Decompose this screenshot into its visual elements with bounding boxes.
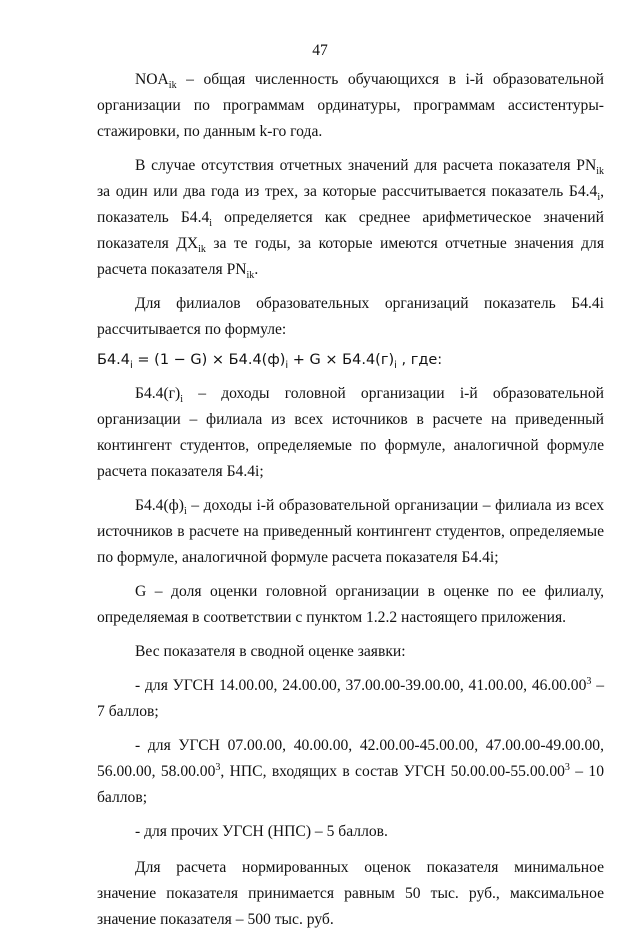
subscript: i — [183, 506, 187, 518]
subscript: ik — [596, 166, 604, 178]
document-body — [97, 67, 604, 933]
list-item-weight-5: - для прочих УГСН (НПС) – 5 баллов. — [135, 823, 388, 840]
formula-part: Б4.4 — [97, 352, 131, 368]
subscript: ik — [246, 270, 255, 282]
text-run: – доходы i-й образовательной организации – филиала из всех источников в расчете на приведенный контингент студентов, определяемые по формуле, аналогичной формуле расчета показателя Б4.4i; — [97, 497, 604, 566]
paragraph-g-share: G – доля оценки головной организации в оценке по ее филиалу, определяемая в соответствии с пунктом 1.2.2 настоящего приложения. — [97, 583, 604, 626]
paragraph-b44-branch — [97, 493, 604, 571]
paragraph-normalization: Для расчета нормированных оценок показателя минимальное значение показателя принимается равным 50 тыс. руб., максимальное значение показателя – 500 тыс. руб. — [97, 859, 604, 928]
formula-part: , где: — [396, 352, 443, 368]
text-run: , НПС, входящих в состав УГСН 50.00.00-55.00.00 — [220, 763, 565, 780]
formula-part: + G × Б4.4(г) — [288, 352, 395, 368]
formula — [97, 347, 604, 373]
text-run: – доходы головной организации i-й образовательной организации – филиала из всех источников в расчете на приведенный контингент студентов, определяемые по формуле, аналогичной формуле расчета показателя Б4.4i; — [97, 385, 604, 480]
subscript: i — [130, 359, 133, 371]
text-run: , показатель Б4.4 — [97, 183, 604, 226]
text-run: за те годы, за которые имеются отчетные значения для расчета показателя PN — [97, 235, 604, 278]
paragraph-branches: Для филиалов образовательных организаций показатель Б4.4i рассчитывается по формуле: — [97, 295, 604, 338]
list-item-weight-10 — [97, 733, 604, 811]
subscript: ik — [168, 80, 177, 92]
text-run: – 7 баллов; — [97, 677, 604, 720]
superscript: 3 — [215, 761, 221, 773]
subscript: ik — [198, 244, 206, 256]
text-run: – 10 баллов; — [97, 763, 605, 806]
page-number: 47 — [312, 42, 328, 59]
text-run: - для УГСН 07.00.00, 40.00.00, 42.00.00-45.00.00, 47.00.00-49.00.00, 56.00.00, 58.00.00 — [97, 737, 604, 780]
superscript: 3 — [564, 761, 570, 773]
paragraph-weight: Вес показателя в сводной оценке заявки: — [135, 643, 406, 660]
text-run: - для УГСН 14.00.00, 24.00.00, 37.00.00-39.00.00, 41.00.00, 46.00.00 — [135, 677, 587, 694]
subscript: i — [285, 359, 289, 371]
superscript: 3 — [586, 675, 592, 687]
subscript: i — [597, 192, 601, 204]
text-run: за один или два года из трех, за которые рассчитывается показатель Б4.4 — [97, 183, 598, 200]
paragraph-b44-head — [97, 381, 604, 485]
text-run: . — [254, 261, 259, 278]
text-run: определяется как среднее арифметическое значений показателя ДХ — [97, 209, 604, 252]
paragraph-missing-values — [97, 153, 604, 283]
text-run: – общая численность обучающихся в i-й образовательной организации по программам ординатуры, программам ассистентуры-стажировки, по данным k-го года. — [97, 71, 604, 140]
text-run: Б4.4(ф) — [135, 497, 184, 514]
subscript: i — [180, 394, 184, 406]
subscript: i — [209, 218, 213, 230]
text-run: В случае отсутствия отчетных значений для расчета показателя PN — [135, 157, 597, 174]
paragraph-noa-definition — [97, 67, 604, 145]
text-run: NOA — [135, 71, 169, 88]
formula-part: = (1 − G) × Б4.4(ф) — [132, 352, 286, 368]
text-run: Б4.4(г) — [135, 385, 181, 402]
subscript: i — [394, 359, 397, 371]
list-item-weight-7 — [97, 673, 604, 725]
